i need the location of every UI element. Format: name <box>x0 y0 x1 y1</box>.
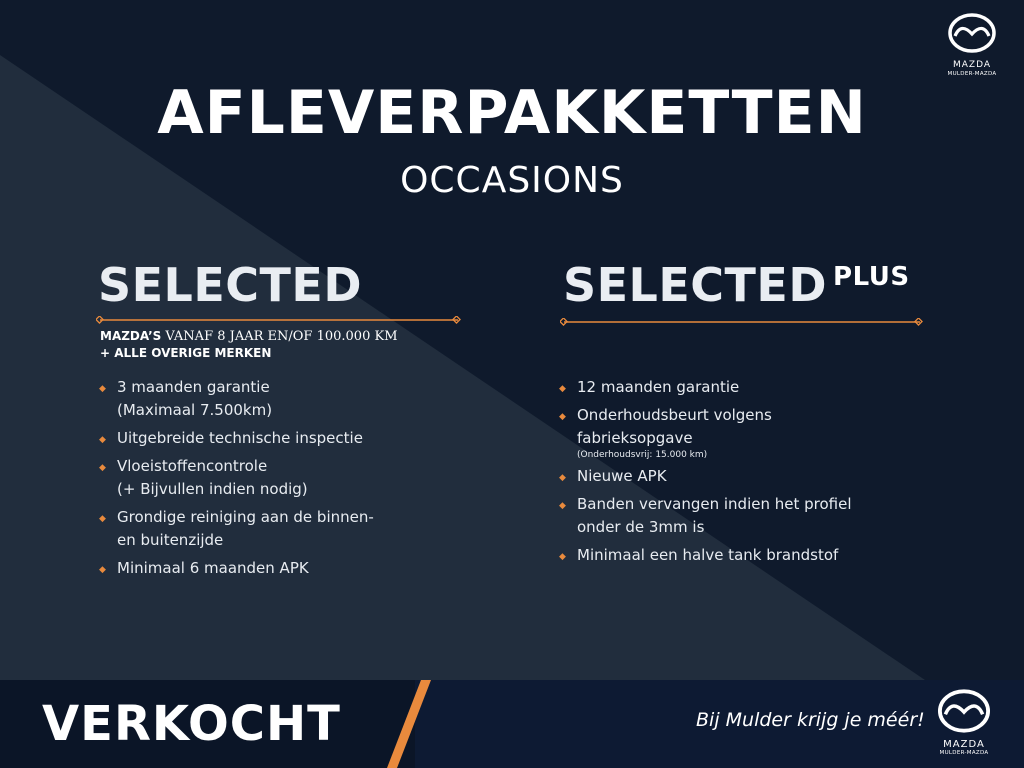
note-bold: MAZDA’S <box>100 329 162 343</box>
mazda-emblem-icon <box>947 12 997 54</box>
package-name: SELECTED <box>563 258 828 312</box>
list-item: ◆ Banden vervangen indien het profiel onder de 3mm is <box>559 495 852 536</box>
diamond-bullet-icon: ◆ <box>99 565 106 575</box>
mazda-emblem-icon <box>936 688 992 734</box>
list-item: ◆ Uitgebreide technische inspectie <box>99 427 429 450</box>
diamond-bullet-icon: ◆ <box>99 384 106 394</box>
package-name: SELECTED <box>98 258 363 312</box>
feature-list-selected-plus <box>559 376 919 572</box>
slogan: Bij Mulder krijg je méér! <box>696 709 925 731</box>
list-item: ◆ 12 maanden garantie <box>559 376 919 399</box>
list-item: ◆ Minimaal een halve tank brandstof <box>559 544 919 567</box>
mazda-logo-bottom <box>932 688 996 756</box>
diamond-bullet-icon: ◆ <box>99 514 106 524</box>
diamond-bullet-icon: ◆ <box>559 412 566 422</box>
brand-wordmark: MAZDA <box>952 60 992 70</box>
package-suffix: PLUS <box>833 262 910 292</box>
sold-label: VERKOCHT <box>42 696 341 752</box>
page-title: AFLEVERPAKKETTEN <box>157 78 867 148</box>
diamond-bullet-icon: ◆ <box>99 463 106 473</box>
list-item: ◆ Grondige reiniging aan de binnen- en buitenzijde <box>99 508 374 549</box>
diamond-bullet-icon: ◆ <box>99 435 106 445</box>
dealer-name: MULDER-MAZDA <box>939 750 989 756</box>
package-note <box>100 328 398 362</box>
diamond-bullet-icon: ◆ <box>559 473 566 483</box>
note-line2: + ALLE OVERIGE MERKEN <box>100 346 272 360</box>
dealer-name: MULDER-MAZDA <box>947 71 997 77</box>
package-title-selected <box>98 258 362 312</box>
diamond-bullet-icon: ◆ <box>559 552 566 562</box>
list-item: ◆ Onderhoudsbeurt volgens fabrieksopgave (Onderhoudsvrij: 15.000 km) <box>559 404 919 460</box>
divider-selected <box>96 316 462 324</box>
mazda-logo-top <box>938 12 1006 77</box>
brand-wordmark: MAZDA <box>943 739 985 750</box>
feature-list-selected <box>99 376 429 585</box>
package-title-selected-plus <box>563 258 910 312</box>
list-item: ◆ Vloeistoffencontrole (+ Bijvullen indien nodig) <box>99 457 308 498</box>
note-text: VANAF 8 JAAR EN/OF 100.000 KM <box>161 329 398 344</box>
diamond-bullet-icon: ◆ <box>559 384 566 394</box>
list-item: ◆ Minimaal 6 maanden APK <box>99 557 429 580</box>
small-note: (Onderhoudsvrij: 15.000 km) <box>577 450 708 460</box>
list-item: ◆ 3 maanden garantie (Maximaal 7.500km) <box>99 378 273 419</box>
diamond-bullet-icon: ◆ <box>559 501 566 511</box>
list-item: ◆ Nieuwe APK <box>559 465 919 488</box>
page-subtitle: OCCASIONS <box>400 160 624 201</box>
divider-selected-plus <box>560 318 924 326</box>
